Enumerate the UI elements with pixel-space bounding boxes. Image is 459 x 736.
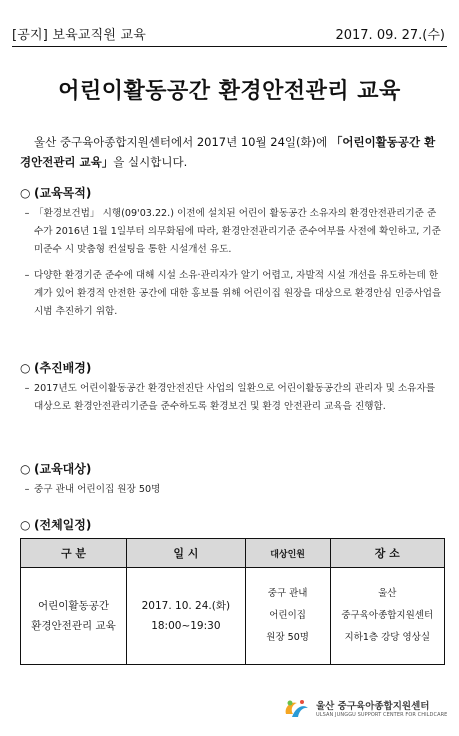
notice-category: [공지] 보육교직원 교육 xyxy=(12,28,147,43)
list-item: – 다양한 환경기준 준수에 대해 시설 소유·관리자가 알기 어렵고, 자발적 시설 개선을 유도하는데 한계가 있어 환경적 안전한 공간에 대한 홍보를 위해 어린이집 원장을 대상으로 환경안심 인증사업을 시범 추진하기 위함. xyxy=(20,267,445,321)
table-row xyxy=(21,568,445,665)
dash-bullet-icon: – xyxy=(24,270,30,281)
list-item: – 「환경보건법」 시행(09'03.22.) 이전에 설치된 어린이 활동공간 소유자의 환경안전관리기준 준수가 2016년 1월 1일부터 의무화됨에 따라, 환경안전관리기준 준수여부를 사전에 확인하고, 기준 미준수 시 맞춤형 컨설팅을 통한 시설개선 유도. xyxy=(20,205,445,259)
dash-bullet-icon: – xyxy=(24,208,30,219)
section-schedule xyxy=(20,516,445,537)
header-divider xyxy=(12,46,447,47)
section-title-target: ○ (교육대상) xyxy=(20,462,92,476)
center-logo xyxy=(282,695,448,725)
circle-bullet-icon: ○ xyxy=(20,186,31,200)
list-item: – 중구 관내 어린이집 원장 50명 xyxy=(20,481,445,499)
section-target xyxy=(20,460,445,499)
circle-bullet-icon: ○ xyxy=(20,462,31,476)
section-title-background: ○ (추진배경) xyxy=(20,361,92,375)
col-header-attendees: 대상인원 xyxy=(245,539,330,568)
intro-text-1: 울산 중구육아종합지원센터에서 2017년 10월 24일(화)에 xyxy=(34,135,331,149)
dash-bullet-icon: – xyxy=(24,383,30,394)
cell-datetime: 2017. 10. 24.(화) 18:00~19:30 xyxy=(127,568,246,665)
logo-name-english: ULSAN JUNGGU SUPPORT CENTER FOR CHILDCARE xyxy=(316,712,448,718)
schedule-table xyxy=(20,538,445,665)
section-purpose xyxy=(20,184,445,321)
list-item: – 2017년도 어린이활동공간 환경안전진단 사업의 일환으로 어린이활동공간의 관리자 및 소유자를 대상으로 환경안전관리기준을 준수하도록 환경보건 및 환경 안전관리 교육을 진행함. xyxy=(20,380,445,416)
dash-bullet-icon: – xyxy=(24,484,30,495)
intro-paragraph xyxy=(20,132,445,172)
notice-date: 2017. 09. 27.(수) xyxy=(335,28,445,43)
section-title-schedule: ○ (전체일정) xyxy=(20,518,92,532)
circle-bullet-icon: ○ xyxy=(20,361,31,375)
cell-location: 울산 중구육아종합지원센터 지하1층 강당 영상실 xyxy=(330,568,444,665)
col-header-datetime: 일 시 xyxy=(127,539,246,568)
circle-bullet-icon: ○ xyxy=(20,518,31,532)
section-title-purpose: ○ (교육목적) xyxy=(20,186,92,200)
center-logo-icon xyxy=(282,697,310,721)
page-title: 어린이활동공간 환경안전관리 교육 xyxy=(58,79,401,104)
logo-name-korean: 울산 중구육아종합지원센터 xyxy=(316,701,430,712)
col-header-category: 구 분 xyxy=(21,539,127,568)
cell-category: 어린이활동공간 환경안전관리 교육 xyxy=(21,568,127,665)
intro-text-2: 을 실시합니다. xyxy=(113,155,188,169)
col-header-location: 장 소 xyxy=(330,539,444,568)
cell-attendees: 중구 관내 어린이집 원장 50명 xyxy=(245,568,330,665)
notice-header xyxy=(12,22,447,48)
section-background xyxy=(20,359,445,416)
intro-program-name: 「어린이활동공간 환경안전관리 교육」 xyxy=(20,135,436,169)
table-header-row xyxy=(21,539,445,568)
